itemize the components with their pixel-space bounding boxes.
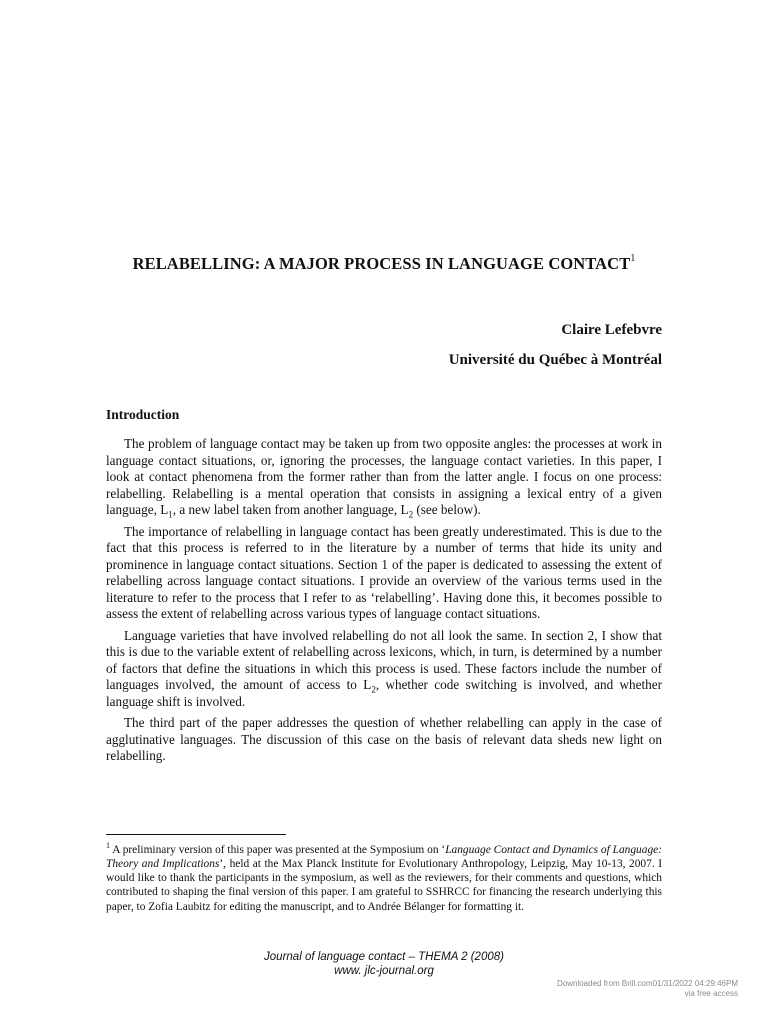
paragraph-2: The importance of relabelling in language contact has been greatly underestimated. This is due to the fact that this process is referred to in the literature by a number of terms that hide its unity and prominence in language contact situations. Section 1 of the paper is dedicated to assessing the extent of relabelling across language contact situations. I provide an overview of the various terms used in the literature to refer to the process that I refer to as ‘relabelling’. Having done this, it becomes possible to assess the extent of relabelling across various types of language contact situations.	[106, 523, 662, 621]
paragraph-4: The third part of the paper addresses the question of whether relabelling can apply in the case of agglutinative languages. The discussion of this case on the basis of relevant data sheds new light on relabelling.	[106, 715, 662, 763]
title-text: RELABELLING: A MAJOR PROCESS IN LANGUAGE CONTACT	[132, 254, 631, 273]
download-date: Downloaded from Brill.com01/31/2022 04:29:46PM	[557, 979, 738, 988]
access-note: via free access	[684, 989, 738, 998]
paragraph-3: Language varieties that have involved relabelling do not all look the same. In section 2, I show that this is due to the variable extent of relabelling across lexicons, which, in turn, is determined by a number of factors that define the situations in which this process is used. These factors include the number of languages involved, the amount of access to $L_2$, whether code switching is involved, and whether language shift is involved.	[106, 627, 662, 709]
author-name: Claire Lefebvre	[561, 322, 662, 338]
section-heading: Introduction	[106, 407, 180, 422]
footnote: $^1$ A preliminary version of this paper was presented at the Symposium on ‘Language Contact and Dynamics of Language: Theory and Implications’, held at the Max Planck Institute for Evolutionary Anthropology, Leipzig, May 10-13, 2007. I would like to thank the participants in the symposium, as well as the reviewers, for their comments and questions, which contributed to shaping the final version of this paper. I am grateful to SSHRCC for financing the research underlying this paper, to Zofia Laubitz for editing the manuscript, and to Andrée Bélanger for formatting it.	[106, 841, 663, 913]
footnote-divider	[106, 834, 286, 835]
journal-url[interactable]: www. jlc-journal.org	[334, 965, 434, 977]
body-text	[106, 436, 662, 770]
journal-citation: Journal of language contact – THEMA 2 (2008)	[264, 951, 504, 963]
journal-footer	[0, 950, 768, 978]
paper-title	[0, 254, 768, 274]
download-stamp	[557, 979, 738, 999]
footnote-mark: 1	[106, 841, 110, 850]
author-affiliation: Université du Québec à Montréal	[448, 352, 662, 368]
symposium-title: Language Contact and Dynamics of Language: Theory and Implications	[106, 843, 662, 870]
paragraph-1: The problem of language contact may be taken up from two opposite angles: the processes at work in language contact situations, or, ignoring the processes, the language contact varieties. In this paper, I look at contact phenomena from the former rather than from the latter angle. I focus on one process: relabelling. Relabelling is a mental operation that consists in assigning a lexical entry of a given language, $L_1$, a new label taken from another language, $L_2$ (see below).	[106, 436, 662, 520]
title-footnote-mark: 1	[630, 252, 636, 264]
